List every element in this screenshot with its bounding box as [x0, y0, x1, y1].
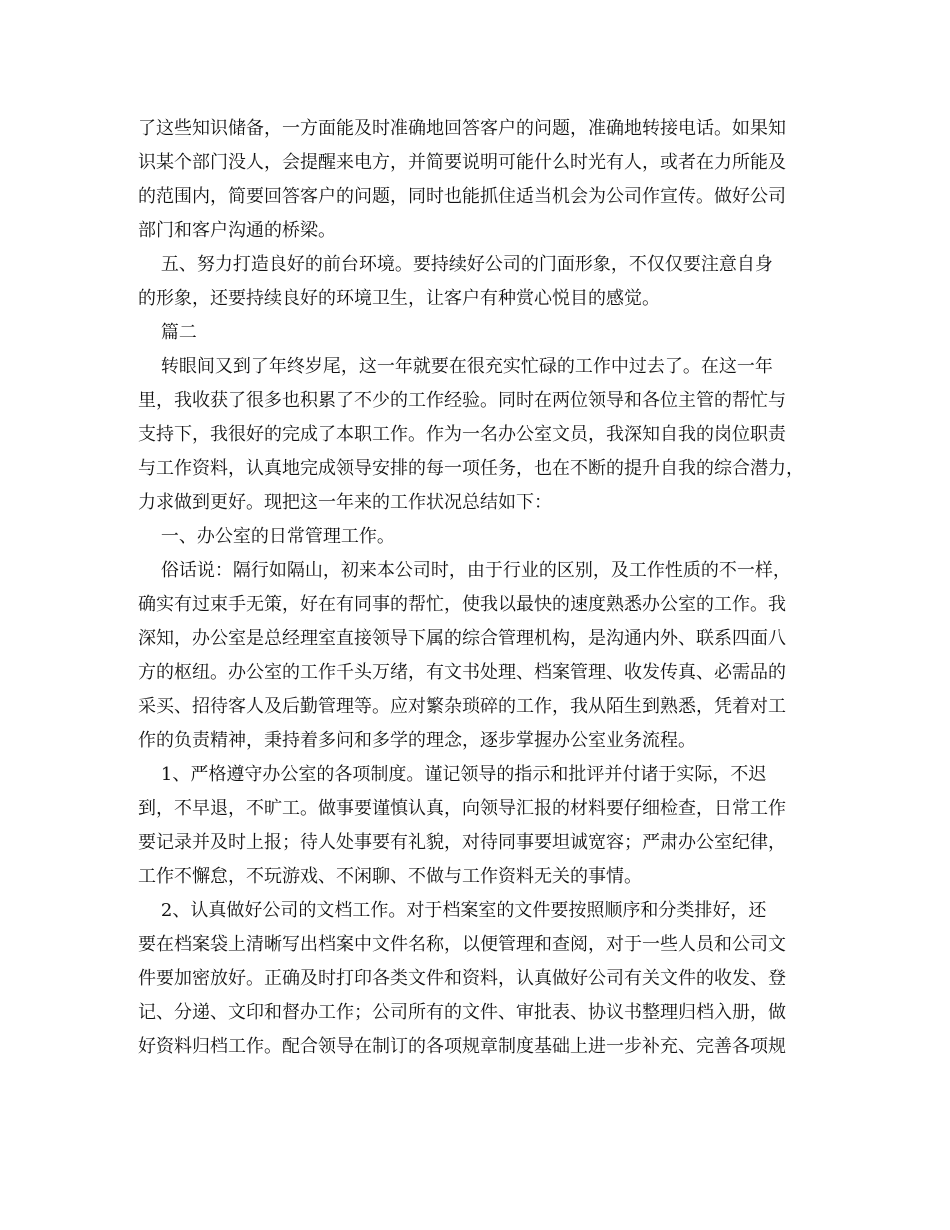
text-line: 了这些知识储备，一方面能及时准确地回答客户的问题，准确地转接电话。如果知: [138, 118, 786, 139]
text-line: 转眼间又到了年终岁尾，这一年就要在很充实忙碌的工作中过去了。在这一年: [138, 356, 773, 377]
text-line: 深知，办公室是总经理室直接领导下属的综合管理机构，是沟通内外、联系四面八: [138, 628, 786, 649]
text-line: 作的负责精神，秉持着多问和多学的理念，逐步掌握办公室业务流程。: [138, 730, 696, 751]
text-line: 记、分递、文印和督办工作；公司所有的文件、审批表、协议书整理归档入册，做: [138, 1002, 786, 1023]
paragraph-heading-five: 五、努力打造良好的前台环境。要持续好公司的门面形象，不仅仅要注意自身: [138, 254, 773, 275]
text-line: 要记录并及时上报；待人处事要有礼貌，对待同事要坦诚宽容；严肃办公室纪律，: [138, 832, 786, 853]
text-line: 工作不懈怠，不玩游戏、不闲聊、不做与工作资料无关的事情。: [138, 866, 642, 887]
subsection-heading: 一、办公室的日常管理工作。: [138, 526, 395, 547]
text-line: 件要加密放好。正确及时打印各类文件和资料，认真做好公司有关文件的收发、登: [138, 968, 786, 989]
text-line: 要在档案袋上清晰写出档案中文件名称，以便管理和查阅，对于一些人员和公司文: [138, 934, 786, 955]
text-line: 的形象，还要持续良好的环境卫生，让客户有种赏心悦目的感觉。: [138, 288, 660, 309]
text-line: 采买、招待客人及后勤管理等。应对繁杂琐碎的工作，我从陌生到熟悉，凭着对工: [138, 696, 786, 717]
text-line: 部门和客户沟通的桥梁。: [138, 220, 336, 241]
text-line: 好资料归档工作。配合领导在制订的各项规章制度基础上进一步补充、完善各项规: [138, 1036, 786, 1057]
text-line: 方的枢纽。办公室的工作千头万绪，有文书处理、档案管理、收发传真、必需品的: [138, 662, 786, 683]
text-line: 俗话说：隔行如隔山，初来本公司时，由于行业的区别，及工作性质的不一样，: [138, 560, 791, 581]
text-line: 识某个部门没人，会提醒来电方，并简要说明可能什么时光有人，或者在力所能及: [138, 152, 786, 173]
numbered-item-1: 1、严格遵守办公室的各项制度。谨记领导的指示和批评并付诸于实际，不迟: [138, 764, 767, 785]
text-line: 确实有过束手无策，好在有同事的帮忙，使我以最快的速度熟悉办公室的工作。我: [138, 594, 786, 615]
document-body: [138, 112, 818, 1064]
text-line: 支持下，我很好的完成了本职工作。作为一名办公室文员，我深知自我的岗位职责: [138, 424, 786, 445]
numbered-item-2: 2、认真做好公司的文档工作。对于档案室的文件要按照顺序和分类排好，还: [138, 900, 767, 921]
text-line: 与工作资料，认真地完成领导安排的每一项任务，也在不断的提升自我的综合潜力，: [138, 458, 804, 479]
text-line: 的范围内，简要回答客户的问题，同时也能抓住适当机会为公司作宣传。做好公司: [138, 186, 786, 207]
text-line: 到，不早退，不旷工。做事要谨慎认真，向领导汇报的材料要仔细检查，日常工作: [138, 798, 786, 819]
text-line: 里，我收获了很多也积累了不少的工作经验。同时在两位领导和各位主管的帮忙与: [138, 390, 786, 411]
text-line: 力求做到更好。现把这一年来的工作状况总结如下：: [138, 492, 552, 513]
section-title: 篇二: [138, 322, 197, 343]
